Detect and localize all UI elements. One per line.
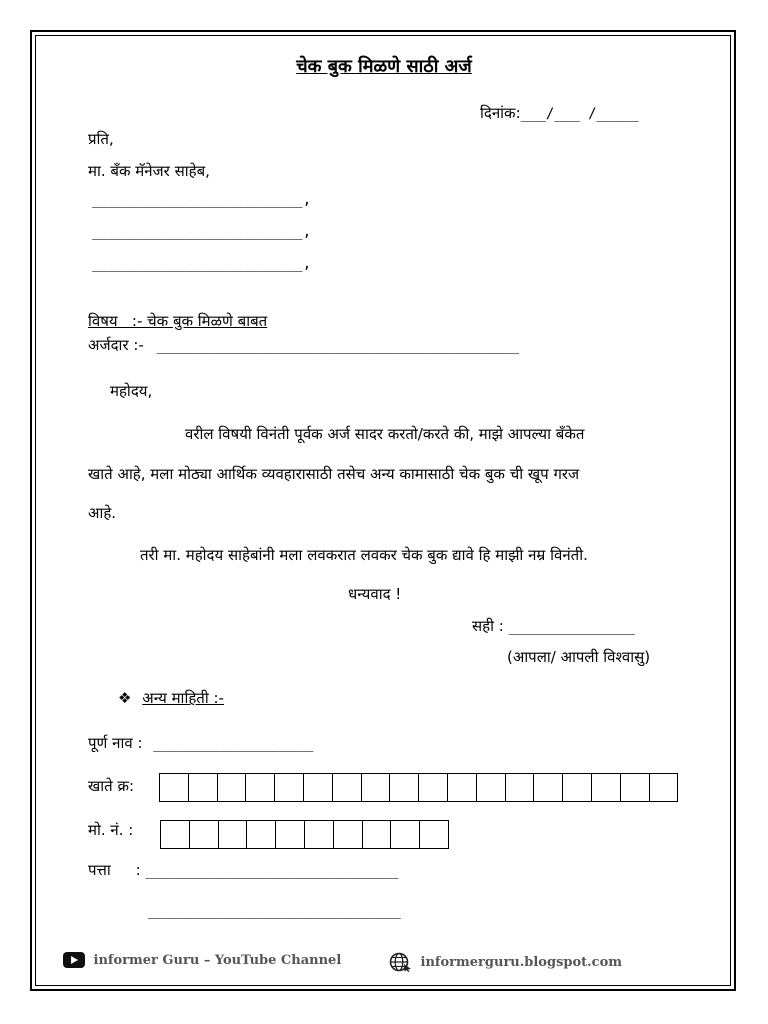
signature-label: सही :	[472, 617, 504, 635]
mobile-digit-box[interactable]	[362, 820, 392, 849]
youtube-channel-text: informer Guru – YouTube Channel	[93, 952, 342, 968]
account-no-boxes[interactable]	[159, 773, 678, 802]
date-blank: ___/___ /_____	[520, 106, 639, 122]
address-field-blank-2: ______________________________	[148, 903, 401, 919]
address-line-2: _________________________,	[92, 224, 312, 240]
account-digit-box[interactable]	[505, 773, 535, 802]
page-title: चेक बुक मिळणे साठी अर्ज	[296, 56, 472, 77]
account-digit-box[interactable]	[389, 773, 419, 802]
address-field-row	[88, 860, 398, 881]
mobile-digit-box[interactable]	[275, 820, 305, 849]
date-label: दिनांक:	[480, 104, 521, 122]
salutation: महोदय,	[110, 382, 153, 400]
bullet-icon: ❖	[118, 689, 132, 707]
account-digit-box[interactable]	[361, 773, 391, 802]
applicant-row	[88, 335, 519, 356]
mobile-digit-box[interactable]	[390, 820, 420, 849]
account-digit-box[interactable]	[476, 773, 506, 802]
globe-icon	[388, 952, 414, 972]
footer-website[interactable]	[388, 952, 622, 972]
full-name-label: पूर्ण नाव :	[88, 734, 143, 752]
footer-youtube[interactable]	[63, 952, 341, 968]
account-digit-box[interactable]	[533, 773, 563, 802]
mobile-digit-box[interactable]	[246, 820, 276, 849]
mobile-no-boxes[interactable]	[160, 820, 449, 849]
account-digit-box[interactable]	[649, 773, 679, 802]
closing-text: (आपला/ आपली विश्वासु)	[507, 648, 651, 666]
mobile-digit-box[interactable]	[419, 820, 449, 849]
account-digit-box[interactable]	[245, 773, 275, 802]
thanks-text: धन्यवाद !	[348, 585, 402, 603]
account-no-label: खाते क्र:	[88, 777, 135, 795]
address-field-colon: :	[135, 861, 141, 879]
account-digit-box[interactable]	[159, 773, 189, 802]
body-line-2: खाते आहे, मला मोठ्या आर्थिक व्यवहारासाठी तसेच अन्य कामासाठी चेक बुक ची खूप गरज	[88, 465, 580, 483]
body-line-1: वरील विषयी विनंती पूर्वक अर्ज सादर करतो/करते की, माझे आपल्या बँकेत	[185, 425, 585, 443]
date-row	[480, 103, 639, 124]
prati-text: प्रति,	[88, 130, 114, 148]
mobile-digit-box[interactable]	[160, 820, 190, 849]
full-name-blank: ___________________	[153, 736, 314, 752]
account-digit-box[interactable]	[188, 773, 218, 802]
subject-line: विषय :- चेक बुक मिळणे बाबत	[88, 312, 268, 330]
account-digit-box[interactable]	[620, 773, 650, 802]
address-field-label: पत्ता	[88, 861, 111, 879]
address-line-1: _________________________,	[92, 192, 312, 208]
account-digit-box[interactable]	[591, 773, 621, 802]
other-info-heading-row	[118, 688, 224, 708]
signature-row	[472, 616, 635, 637]
signature-blank: _______________	[508, 619, 636, 635]
full-name-row	[88, 733, 313, 754]
address-line-3: _________________________,	[92, 256, 312, 272]
account-digit-box[interactable]	[274, 773, 304, 802]
mobile-digit-box[interactable]	[333, 820, 363, 849]
website-text: informerguru.blogspot.com	[420, 954, 623, 970]
body-line-3: आहे.	[88, 504, 117, 522]
youtube-icon	[63, 952, 85, 968]
account-digit-box[interactable]	[303, 773, 333, 802]
recipient-text: मा. बँक मॅनेजर साहेब,	[88, 162, 210, 180]
account-digit-box[interactable]	[332, 773, 362, 802]
mobile-no-label: मो. नं. :	[88, 821, 134, 839]
account-digit-box[interactable]	[418, 773, 448, 802]
mobile-digit-box[interactable]	[218, 820, 248, 849]
account-digit-box[interactable]	[217, 773, 247, 802]
body-line-4: तरी मा. महोदय साहेबांनी मला लवकरात लवकर चेक बुक द्यावे हि माझी नम्र विनंती.	[140, 546, 588, 564]
other-info-heading: अन्य माहिती :-	[142, 689, 224, 707]
applicant-label: अर्जदार :-	[88, 336, 144, 354]
mobile-digit-box[interactable]	[189, 820, 219, 849]
account-digit-box[interactable]	[562, 773, 592, 802]
address-field-blank-1: ______________________________	[145, 863, 399, 879]
mobile-digit-box[interactable]	[304, 820, 334, 849]
account-digit-box[interactable]	[447, 773, 477, 802]
applicant-blank: ___________________________________________	[156, 338, 520, 354]
